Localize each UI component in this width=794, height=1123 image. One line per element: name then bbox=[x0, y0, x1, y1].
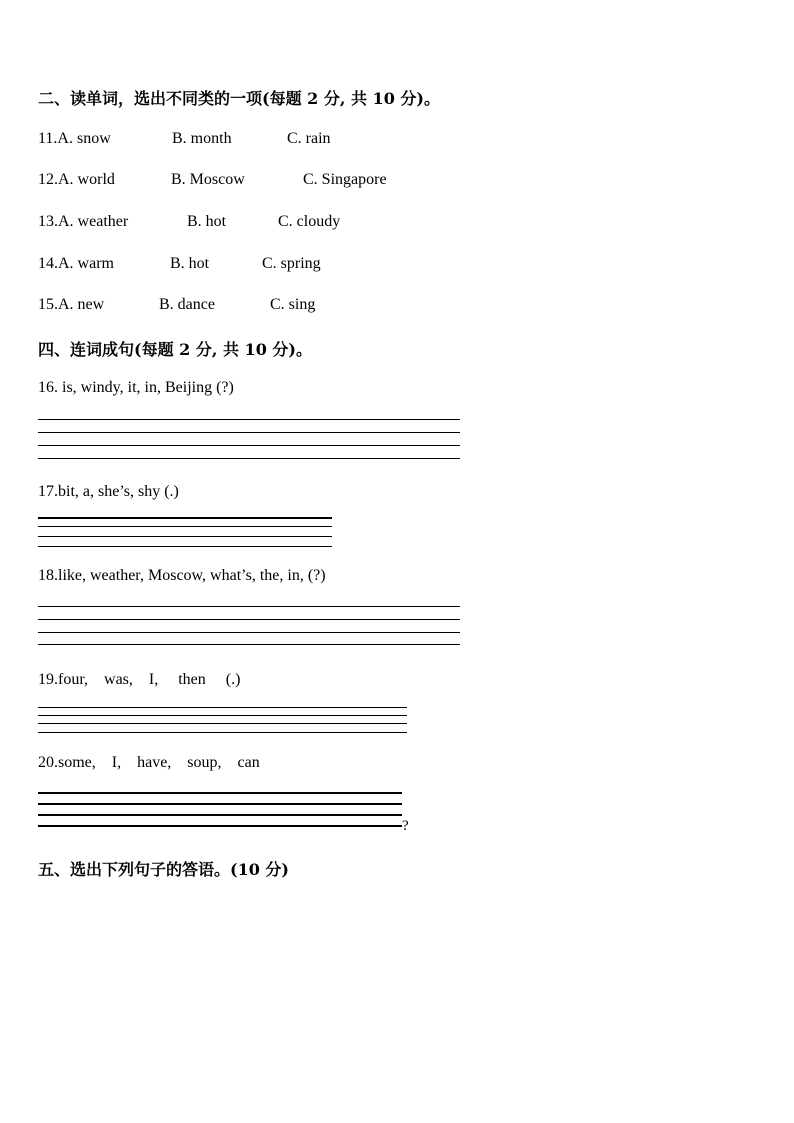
writing-line bbox=[38, 445, 460, 446]
question-18: 18.like, weather, Moscow, what’s, the, in, (?) bbox=[38, 567, 326, 584]
question-12 bbox=[38, 171, 387, 189]
question-number: 15. bbox=[38, 296, 58, 313]
question-number: 14. bbox=[38, 255, 58, 272]
question-number: 11. bbox=[38, 130, 58, 147]
option-c: C. rain bbox=[287, 130, 331, 147]
writing-line bbox=[38, 458, 460, 459]
question-number: 13. bbox=[38, 213, 58, 230]
answer-lines-16 bbox=[38, 419, 460, 459]
answer-lines-17 bbox=[38, 517, 332, 549]
writing-line bbox=[38, 814, 402, 816]
option-c: C. cloudy bbox=[278, 213, 341, 230]
question-19: 19.four, was, I, then (.) bbox=[38, 671, 241, 688]
answer-lines-19 bbox=[38, 707, 407, 735]
question-13 bbox=[38, 213, 341, 231]
answer-lines-18 bbox=[38, 606, 460, 646]
option-a: A. warm bbox=[58, 255, 114, 272]
option-b: B. hot bbox=[187, 213, 227, 230]
writing-line bbox=[38, 546, 332, 547]
question-number: 12. bbox=[38, 171, 58, 188]
option-b: B. hot bbox=[170, 255, 210, 272]
option-b: B. dance bbox=[159, 296, 215, 313]
writing-line bbox=[38, 432, 460, 433]
question-17: 17.bit, a, she’s, shy (.) bbox=[38, 483, 179, 500]
end-question-mark: ? bbox=[402, 818, 409, 834]
section-2-title: 二、读单词，选出不同类的一项(每题 2 分, 共 10 分)。 bbox=[38, 89, 440, 108]
writing-line bbox=[38, 517, 332, 519]
option-c: C. spring bbox=[262, 255, 321, 272]
writing-line bbox=[38, 707, 407, 708]
option-a: A. new bbox=[58, 296, 105, 313]
option-c: C. Singapore bbox=[303, 171, 387, 188]
answer-lines-20 bbox=[38, 792, 402, 828]
writing-line bbox=[38, 644, 460, 645]
option-a: A. weather bbox=[58, 213, 129, 230]
writing-line bbox=[38, 723, 407, 724]
question-14 bbox=[38, 255, 321, 273]
writing-line bbox=[38, 825, 402, 827]
option-b: B. month bbox=[172, 130, 232, 147]
question-20: 20.some, I, have, soup, can bbox=[38, 754, 260, 771]
writing-line bbox=[38, 526, 332, 527]
writing-line bbox=[38, 536, 332, 537]
section-5-title: 五、选出下列句子的答语。(10 分) bbox=[38, 860, 289, 879]
writing-line bbox=[38, 732, 407, 733]
writing-line bbox=[38, 419, 460, 420]
option-c: C. sing bbox=[270, 296, 316, 313]
writing-line bbox=[38, 619, 460, 620]
writing-line bbox=[38, 803, 402, 805]
writing-line bbox=[38, 715, 407, 716]
writing-line bbox=[38, 606, 460, 607]
question-16: 16. is, windy, it, in, Beijing (?) bbox=[38, 379, 234, 396]
option-a: A. snow bbox=[57, 130, 111, 147]
question-11 bbox=[38, 130, 331, 148]
question-15 bbox=[38, 296, 316, 314]
section-4-title: 四、连词成句(每题 2 分, 共 10 分)。 bbox=[38, 340, 312, 359]
option-b: B. Moscow bbox=[171, 171, 245, 188]
writing-line bbox=[38, 632, 460, 633]
writing-line bbox=[38, 792, 402, 794]
option-a: A. world bbox=[58, 171, 115, 188]
